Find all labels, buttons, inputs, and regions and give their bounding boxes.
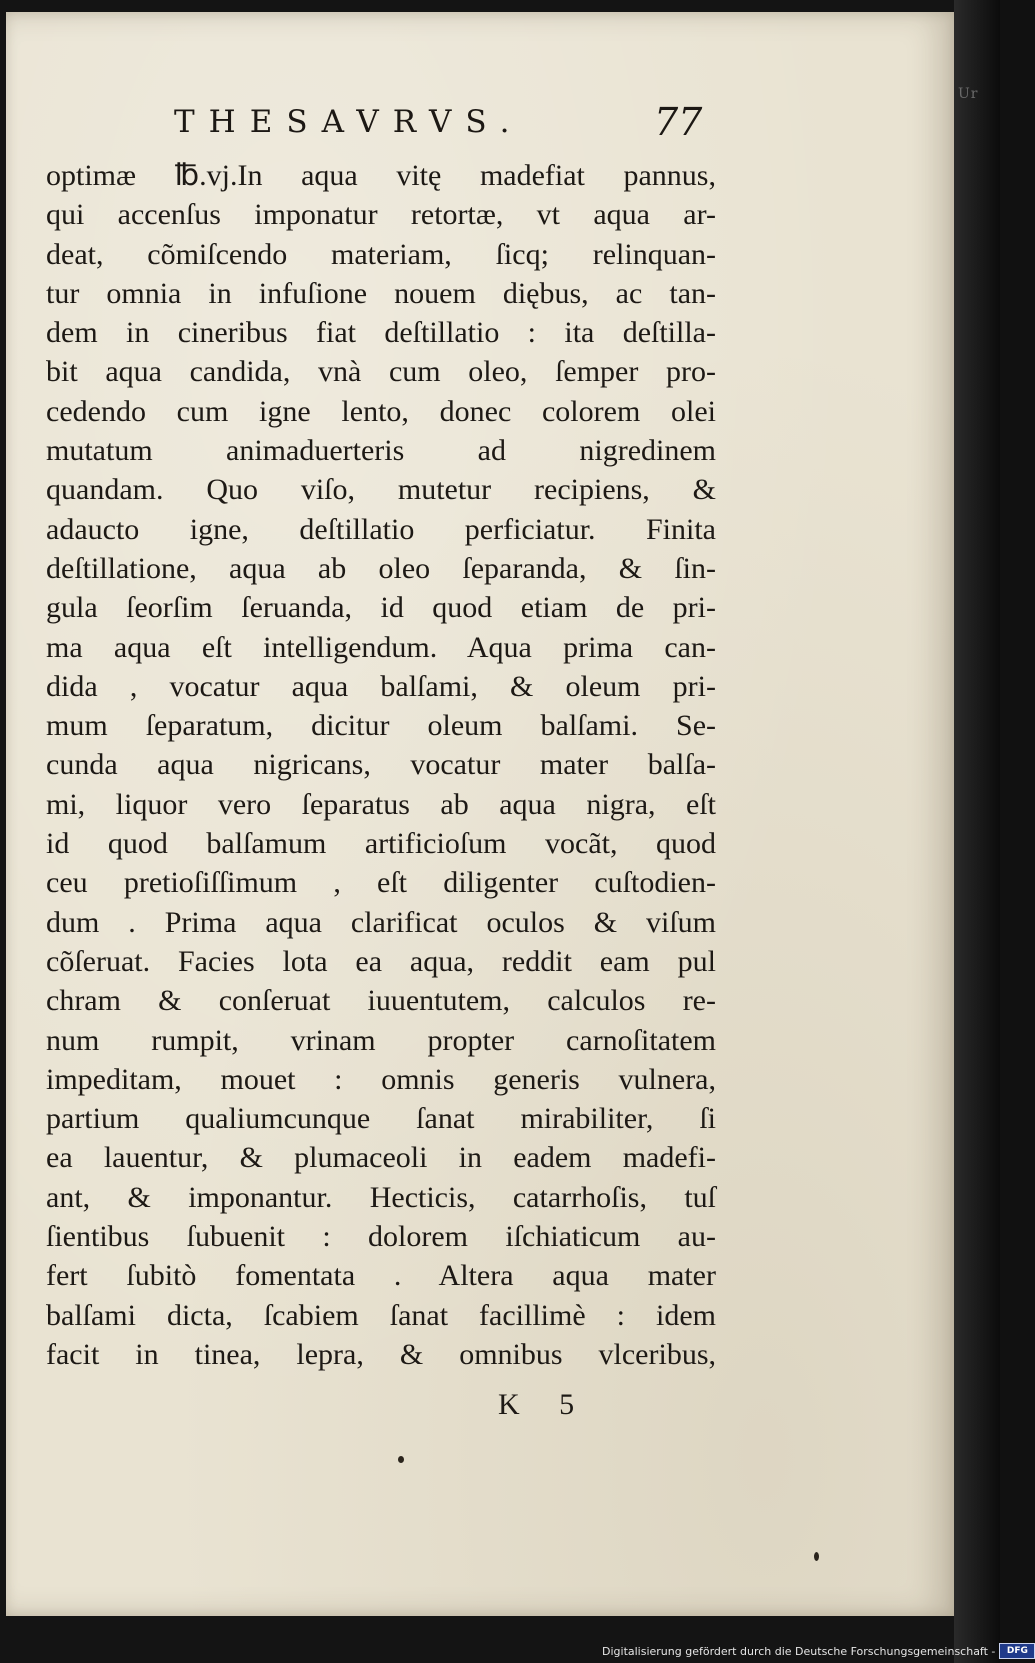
page-number: 77 <box>654 100 703 144</box>
text-line: facit in tinea, lepra, & omnibus vlceribus, <box>46 1337 716 1371</box>
text-line: cunda aqua nigricans, vocatur mater balſa- <box>46 748 716 782</box>
text-line: quandam. Quo viſo, mutetur recipiens, & <box>46 473 716 507</box>
text-line: deſtillatione, aqua ab oleo ſeparanda, & ſin- <box>46 551 716 585</box>
text-line: fert ſubitò fomentata . Altera aqua mater <box>46 1259 716 1293</box>
text-line: id quod balſamum artificioſum vocãt, quod <box>46 827 716 861</box>
ink-speck <box>398 1456 404 1463</box>
text-line: balſami dicta, ſcabiem ſanat facillimè : idem <box>46 1298 716 1332</box>
text-line: gula ſeorſim ſeruanda, id quod etiam de pri- <box>46 591 716 625</box>
text-line: ant, & imponantur. Hecticis, catarrhoſis, tuſ <box>46 1180 716 1214</box>
text-line: adaucto igne, deſtillatio perficiatur. Finita <box>46 512 716 546</box>
running-head-title: THESAVRVS. <box>174 104 524 140</box>
dfg-logo: DFG <box>999 1643 1035 1659</box>
ink-speck <box>814 1552 819 1561</box>
text-line: ma aqua eſt intelligendum. Aqua prima can- <box>46 630 716 664</box>
running-head <box>174 100 714 150</box>
book-page <box>6 12 954 1616</box>
text-line: optimæ ℔.vj.In aqua vitę madefiat pannus, <box>46 159 716 192</box>
text-line: cedendo cum igne lento, donec colorem olei <box>46 394 716 428</box>
digitization-credit <box>602 1642 1035 1660</box>
text-line: cõſeruat. Facies lota ea aqua, reddit eam pul <box>46 944 716 978</box>
text-line: impeditam, mouet : omnis generis vulnera, <box>46 1062 716 1096</box>
text-line: ſientibus ſubuenit : dolorem iſchiaticum au- <box>46 1220 716 1254</box>
text-line: qui accenſus imponatur retortæ, vt aqua ar- <box>46 198 716 232</box>
text-line: dum . Prima aqua clarificat oculos & viſum <box>46 905 716 939</box>
text-line: ea lauentur, & plumaceoli in eadem madefi- <box>46 1141 716 1175</box>
text-line: mum ſeparatum, dicitur oleum balſami. Se- <box>46 709 716 743</box>
body-text <box>46 156 716 1374</box>
text-line: dem in cineribus fiat deſtillatio : ita deſtilla- <box>46 316 716 350</box>
signature-mark: K 5 <box>498 1388 591 1421</box>
text-line: ceu pretioſiſſimum , eſt diligenter cuſtodien- <box>46 866 716 900</box>
credit-text: Digitalisierung gefördert durch die Deutsche Forschungsgemeinschaft - <box>602 1644 996 1658</box>
scan-gutter <box>954 0 1000 1663</box>
text-line: bit aqua candida, vnà cum oleo, ſemper pro- <box>46 355 716 389</box>
text-line: mutatum animaduerteris ad nigredinem <box>46 434 716 468</box>
text-line: tur omnia in infuſione nouem diębus, ac tan- <box>46 276 716 310</box>
text-line: mi, liquor vero ſeparatus ab aqua nigra, eſt <box>46 787 716 821</box>
text-line: deat, cõmiſcendo materiam, ſicq; relinquan- <box>46 237 716 271</box>
text-line: chram & conſeruat iuuentutem, calculos re- <box>46 984 716 1018</box>
gutter-bleed-text: Ur <box>958 86 979 102</box>
text-line: num rumpit, vrinam propter carnoſitatem <box>46 1023 716 1057</box>
text-line: dida , vocatur aqua balſami, & oleum pri- <box>46 669 716 703</box>
text-line: partium qualiumcunque ſanat mirabiliter, ſi <box>46 1102 716 1136</box>
